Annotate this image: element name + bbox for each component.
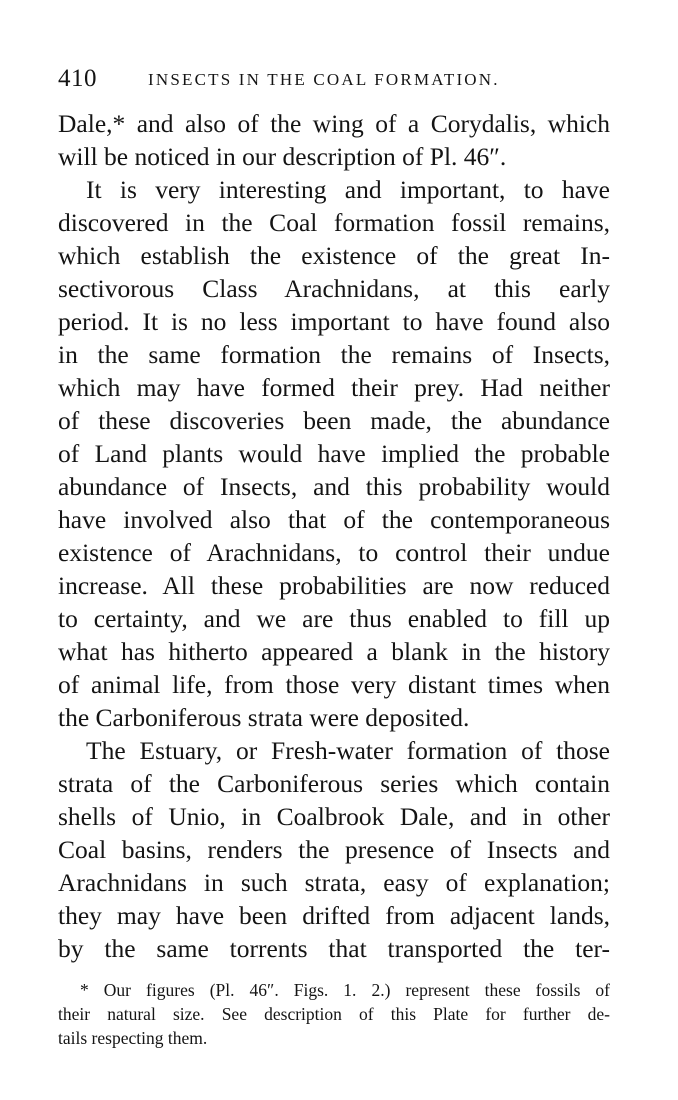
footnote-line: tails respecting them. (58, 1028, 208, 1048)
body-text (58, 107, 610, 965)
text-line: Arachnidans in such strata, easy of explanation; (58, 868, 610, 897)
text-line: The Estuary, or Fresh-water formation of those (86, 736, 610, 765)
text-line: increase. All these probabilities are now reduced (58, 571, 610, 600)
text-line: have involved also that of the contemporaneous (58, 505, 610, 534)
text-line: of animal life, from those very distant times when (58, 670, 610, 699)
page-header (58, 64, 610, 94)
text-line: discovered in the Coal formation fossil remains, (58, 208, 610, 237)
text-line: shells of Unio, in Coalbrook Dale, and in other (58, 802, 610, 831)
text-line: of Land plants would have implied the probable (58, 439, 610, 468)
text-line: abundance of Insects, and this probability would (58, 472, 610, 501)
text-line: It is very interesting and important, to have (86, 175, 610, 204)
footnote-line: their natural size. See description of this Plate for further de- (58, 1004, 610, 1024)
text-line: they may have been drifted from adjacent lands, (58, 901, 610, 930)
text-line: period. It is no less important to have found also (58, 307, 610, 336)
text-line: to certainty, and we are thus enabled to fill up (58, 604, 610, 633)
text-line: Coal basins, renders the presence of Insects and (58, 835, 610, 864)
text-line: the Carboniferous strata were deposited. (58, 703, 470, 732)
text-line: will be noticed in our description of Pl. 46″. (58, 142, 507, 171)
page-number: 410 (58, 65, 97, 92)
text-line: which establish the existence of the great In- (58, 241, 610, 270)
footnote (58, 978, 610, 1050)
text-line: strata of the Carboniferous series which contain (58, 769, 610, 798)
paragraph-2 (58, 173, 610, 734)
text-line: Dale,* and also of the wing of a Corydalis, which (58, 109, 610, 138)
footnote-line: * Our figures (Pl. 46″. Figs. 1. 2.) represent these fossils of (80, 980, 610, 1000)
paragraph-3 (58, 734, 610, 965)
text-line: by the same torrents that transported the ter- (58, 934, 610, 963)
running-head: INSECTS IN THE COAL FORMATION. (148, 70, 500, 89)
text-line: which may have formed their prey. Had neither (58, 373, 610, 402)
text-line: sectivorous Class Arachnidans, at this early (58, 274, 610, 303)
text-line: existence of Arachnidans, to control their undue (58, 538, 610, 567)
text-line: what has hitherto appeared a blank in the history (58, 637, 610, 666)
paragraph-1 (58, 107, 610, 173)
text-line: in the same formation the remains of Insects, (58, 340, 610, 369)
text-line: of these discoveries been made, the abundance (58, 406, 610, 435)
